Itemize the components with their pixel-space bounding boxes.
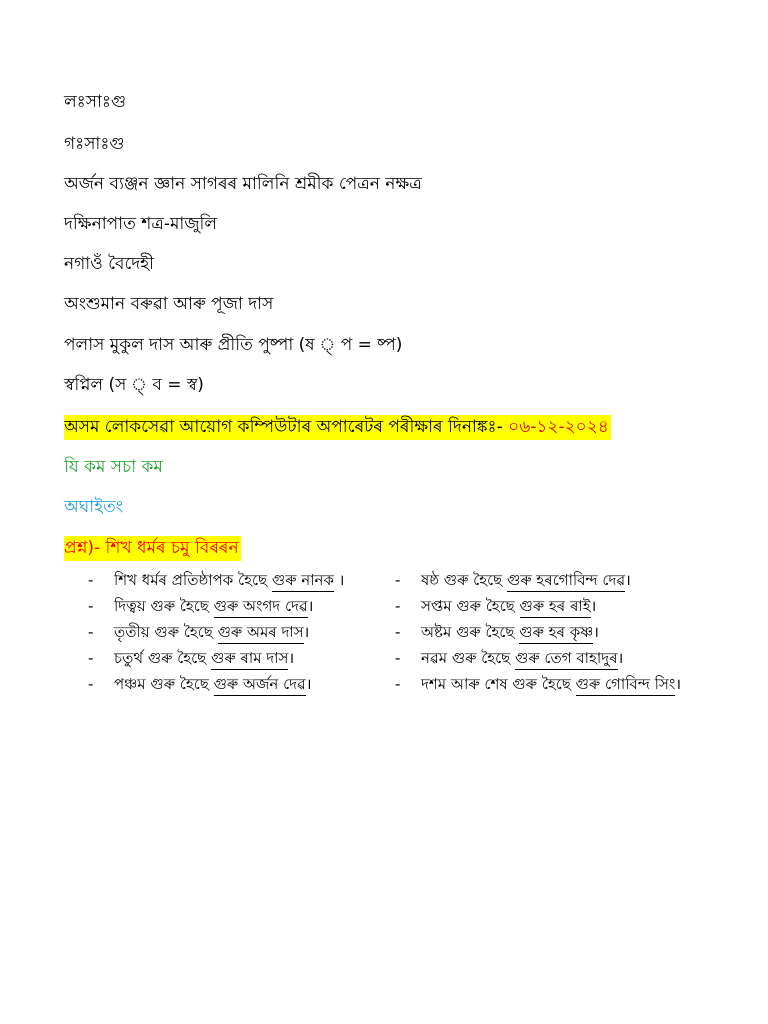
text-line-words: অৰ্জন ব্যঞ্জন জ্ঞান সাগৰৰ মালিনি শ্ৰমীক পেত্ৰন নক্ষত্ৰ: [64, 174, 422, 194]
list-item: - পঞ্চম গুৰু হৈছে গুৰু অৰ্জন দেৱ।: [88, 672, 344, 698]
text-line-names-1: অংশুমান বৰুৱা আৰু পূজা দাস: [64, 294, 274, 314]
exam-date: ০৬-১২-২০২৪: [508, 417, 609, 437]
text-line-satra: দক্ষিনাপাত শত্ৰ-মাজুলি: [64, 214, 218, 234]
text-line-swapnil: স্বপ্নিল (স ্ ব = স্ব): [64, 375, 204, 395]
list-item: - নৱম গুৰু হৈছে গুৰু তেগ বাহাদুৰ।: [395, 646, 681, 672]
gurus-list-left: [88, 568, 344, 698]
list-item: - চতুৰ্থ গুৰু হৈছে গুৰু ৰাম দাস।: [88, 646, 344, 672]
blue-line: অঘাইতং: [64, 497, 124, 517]
list-item: - দশম আৰু শেষ গুৰু হৈছে গুৰু গোবিন্দ সিং।: [395, 672, 681, 698]
text-line-names-2: পলাস মুকুল দাস আৰু প্ৰীতি পুষ্পা (ষ ্ প = ষ্প): [64, 335, 403, 355]
guru-name: গুৰু হৰগোবিন্দ দেৱ: [507, 570, 625, 592]
guru-name: গুৰু অমৰ দাস: [218, 622, 304, 644]
question-prefix: প্ৰশ্ন)-: [64, 538, 101, 558]
guru-name: গুৰু অৰ্জন দেৱ: [214, 674, 306, 696]
guru-name: গুৰু হৰ ৰাই: [520, 596, 591, 618]
guru-name: গুৰু ৰাম দাস: [211, 648, 288, 670]
question-highlight: [64, 536, 241, 561]
green-line: যি কম সচা কম: [64, 457, 163, 477]
list-item: - সপ্তম গুৰু হৈছে গুৰু হৰ ৰাই।: [395, 594, 681, 620]
list-item: - তৃতীয় গুৰু হৈছে গুৰু অমৰ দাস।: [88, 620, 344, 646]
guru-name: গুৰু হৰ কৃষ্ণ: [519, 622, 593, 644]
exam-text: অসম লোকসেৱা আয়োগ কম্পিউটাৰ অপাৰেটৰ পৰীক্ষাৰ দিনাঙ্কঃ-: [64, 417, 503, 437]
text-line-lasagu: লঃসাঃগু: [64, 92, 127, 112]
list-item: - দিত্বয় গুৰু হৈছে গুৰু অংগদ দেৱ।: [88, 594, 344, 620]
guru-name: গুৰু তেগ বাহাদুৰ: [515, 648, 618, 670]
list-item: - অষ্টম গুৰু হৈছে গুৰু হৰ কৃষ্ণ।: [395, 620, 681, 646]
guru-name: গুৰু অংগদ দেৱ: [214, 596, 308, 618]
text-line-nagaon: নগাওঁ বৈদেহী: [64, 254, 155, 274]
list-item: - ষষ্ঠ গুৰু হৈছে গুৰু হৰগোবিন্দ দেৱ।: [395, 568, 681, 594]
exam-date-line: [64, 415, 611, 439]
list-item: - শিখ ধৰ্মৰ প্ৰতিষ্ঠাপক হৈছে গুৰু নানক ।: [88, 568, 344, 594]
gurus-list-right: [395, 568, 681, 698]
question-text: শিখ ধৰ্মৰ চমু বিৰৰন: [100, 538, 239, 558]
guru-name: গুৰু গোবিন্দ সিং: [576, 674, 676, 696]
question-line: [64, 536, 241, 560]
guru-name: গুৰু নানক: [272, 570, 334, 592]
exam-highlight: [64, 415, 611, 440]
text-line-gasagu: গঃসাঃগু: [64, 134, 125, 154]
